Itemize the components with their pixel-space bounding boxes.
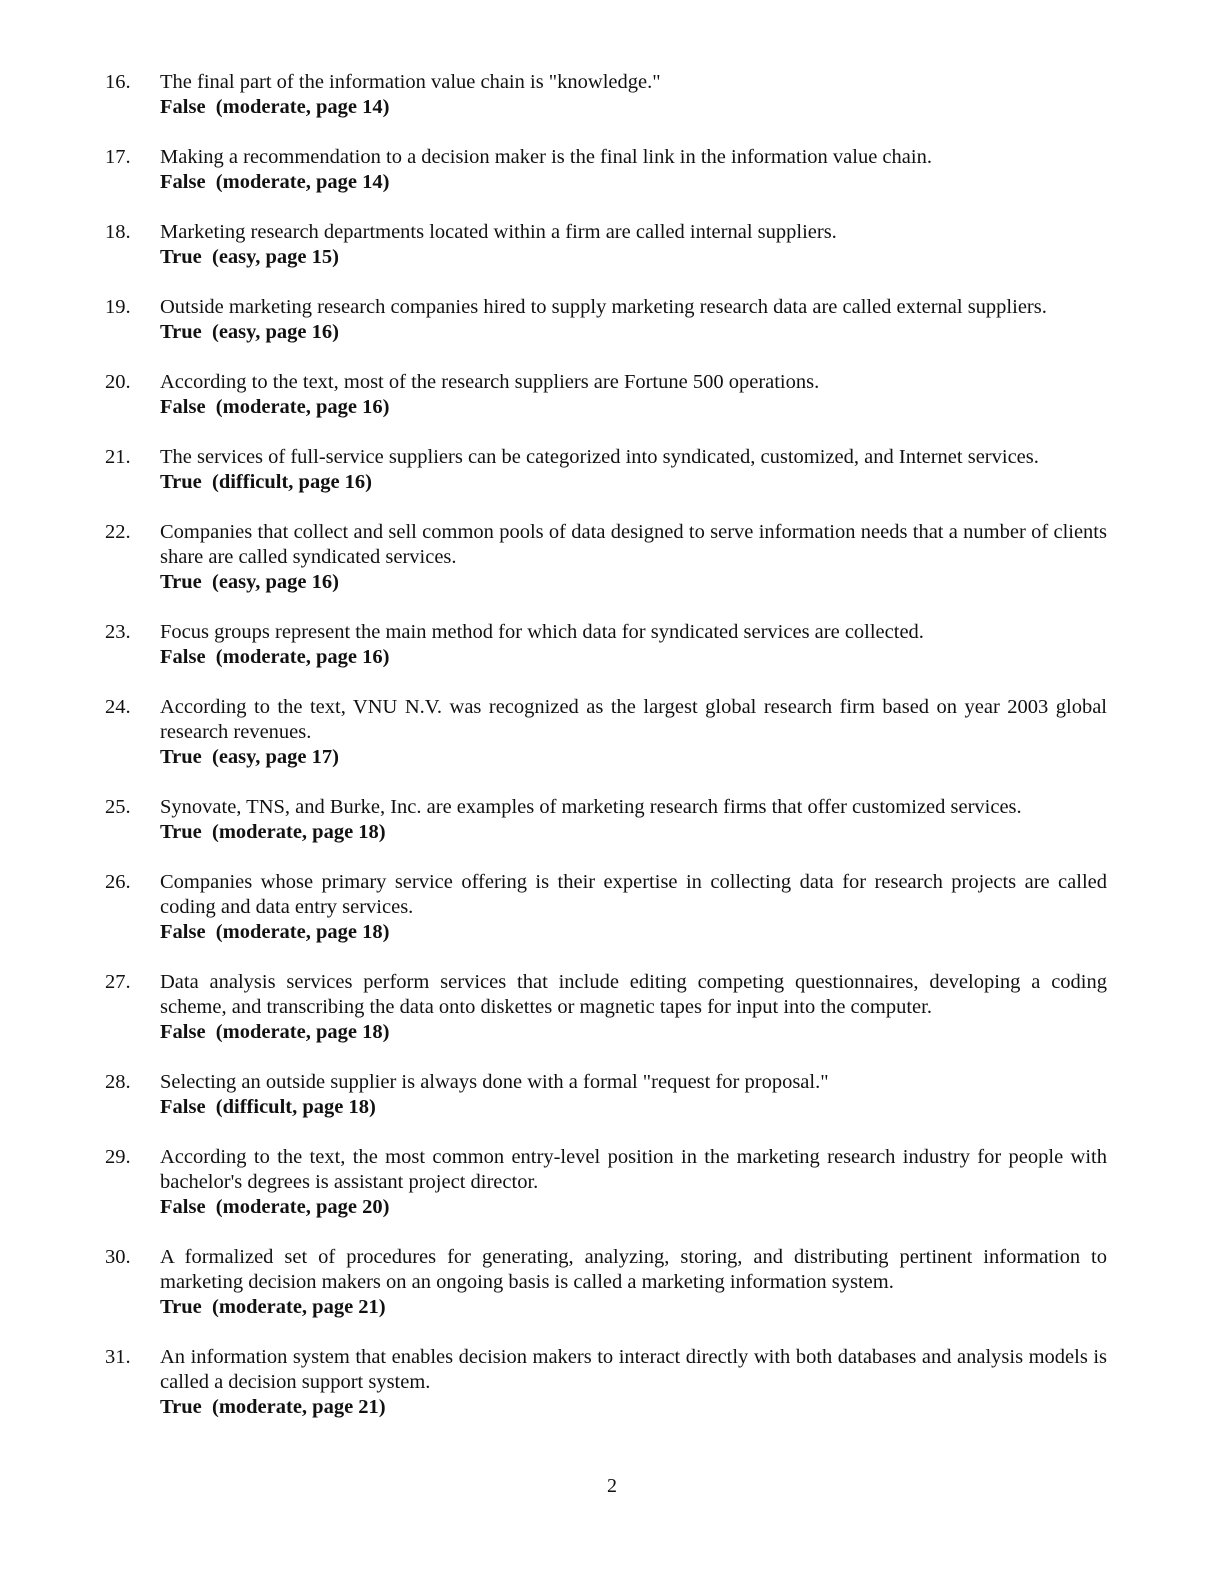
question-text: The services of full-service suppliers can be categorized into syndicated, customized, and Internet services. <box>160 446 1039 468</box>
question-text: The final part of the information value chain is "knowledge." <box>160 71 661 93</box>
question-answer: True (easy, page 15) <box>160 246 339 268</box>
question-text: Companies that collect and sell common pools of data designed to serve information needs that a number of clients share are called syndicated services. <box>160 521 1107 568</box>
question-answer: True (moderate, page 21) <box>160 1296 386 1318</box>
question-text: Making a recommendation to a decision maker is the final link in the information value chain. <box>160 146 932 168</box>
question-item <box>105 795 1107 845</box>
question-item <box>105 70 1107 120</box>
question-answer: False (difficult, page 18) <box>160 1096 376 1118</box>
question-item <box>105 970 1107 1045</box>
question-body <box>160 1345 1107 1420</box>
question-text: Focus groups represent the main method for which data for syndicated services are collected. <box>160 621 924 643</box>
question-text: A formalized set of procedures for generating, analyzing, storing, and distributing pertinent information to marketing decision makers on an ongoing basis is called a marketing information system. <box>160 1246 1107 1293</box>
question-body <box>160 220 1107 270</box>
question-text: Selecting an outside supplier is always done with a formal "request for proposal." <box>160 1071 829 1093</box>
question-number: 16. <box>105 71 131 93</box>
question-body <box>160 70 1107 120</box>
question-text: Outside marketing research companies hired to supply marketing research data are called external suppliers. <box>160 296 1047 318</box>
question-number: 18. <box>105 221 131 243</box>
question-text: Synovate, TNS, and Burke, Inc. are examples of marketing research firms that offer customized services. <box>160 796 1022 818</box>
question-body <box>160 370 1107 420</box>
question-item <box>105 220 1107 270</box>
question-answer: True (moderate, page 18) <box>160 821 386 843</box>
question-item <box>105 870 1107 945</box>
question-text: Marketing research departments located within a firm are called internal suppliers. <box>160 221 837 243</box>
question-answer: False (moderate, page 14) <box>160 96 390 118</box>
question-item <box>105 1145 1107 1220</box>
question-answer: False (moderate, page 16) <box>160 646 390 668</box>
question-number: 28. <box>105 1071 131 1093</box>
question-item <box>105 520 1107 595</box>
question-body <box>160 295 1107 345</box>
question-text: Companies whose primary service offering is their expertise in collecting data for research projects are called coding and data entry services. <box>160 871 1107 918</box>
question-number: 23. <box>105 621 131 643</box>
question-number: 17. <box>105 146 131 168</box>
question-answer: True (easy, page 16) <box>160 321 339 343</box>
question-body <box>160 795 1107 845</box>
question-text: An information system that enables decision makers to interact directly with both databases and analysis models is called a decision support system. <box>160 1346 1107 1393</box>
question-body <box>160 620 1107 670</box>
question-number: 30. <box>105 1246 131 1268</box>
question-text: According to the text, the most common entry-level position in the marketing research industry for people with bachelor's degrees is assistant project director. <box>160 1146 1107 1193</box>
page-number: 2 <box>607 1475 617 1497</box>
question-number: 27. <box>105 971 131 993</box>
question-body <box>160 145 1107 195</box>
question-text: Data analysis services perform services that include editing competing questionnaires, developing a coding scheme, and transcribing the data onto diskettes or magnetic tapes for input into the computer. <box>160 971 1107 1018</box>
question-answer: False (moderate, page 14) <box>160 171 390 193</box>
question-item <box>105 695 1107 770</box>
question-item <box>105 620 1107 670</box>
question-number: 20. <box>105 371 131 393</box>
question-number: 29. <box>105 1146 131 1168</box>
question-text: According to the text, most of the research suppliers are Fortune 500 operations. <box>160 371 820 393</box>
question-answer: False (moderate, page 18) <box>160 1021 390 1043</box>
question-body <box>160 695 1107 770</box>
question-item <box>105 370 1107 420</box>
question-item <box>105 445 1107 495</box>
question-body <box>160 445 1107 495</box>
question-answer: False (moderate, page 20) <box>160 1196 390 1218</box>
question-answer: True (moderate, page 21) <box>160 1396 386 1418</box>
question-number: 31. <box>105 1346 131 1368</box>
question-answer: False (moderate, page 18) <box>160 921 390 943</box>
question-body <box>160 870 1107 945</box>
question-text: According to the text, VNU N.V. was recognized as the largest global research firm based on year 2003 global research revenues. <box>160 696 1107 743</box>
question-item <box>105 1345 1107 1420</box>
question-body <box>160 1145 1107 1220</box>
question-item <box>105 145 1107 195</box>
question-body <box>160 970 1107 1045</box>
question-answer: False (moderate, page 16) <box>160 396 390 418</box>
question-body <box>160 520 1107 595</box>
question-item <box>105 1070 1107 1120</box>
question-body <box>160 1070 1107 1120</box>
question-number: 26. <box>105 871 131 893</box>
question-item <box>105 1245 1107 1320</box>
question-number: 19. <box>105 296 131 318</box>
question-answer: True (difficult, page 16) <box>160 471 372 493</box>
question-body <box>160 1245 1107 1320</box>
question-number: 22. <box>105 521 131 543</box>
question-answer: True (easy, page 17) <box>160 746 339 768</box>
question-item <box>105 295 1107 345</box>
question-number: 25. <box>105 796 131 818</box>
question-number: 21. <box>105 446 131 468</box>
question-answer: True (easy, page 16) <box>160 571 339 593</box>
question-list <box>105 70 1107 1445</box>
question-number: 24. <box>105 696 131 718</box>
